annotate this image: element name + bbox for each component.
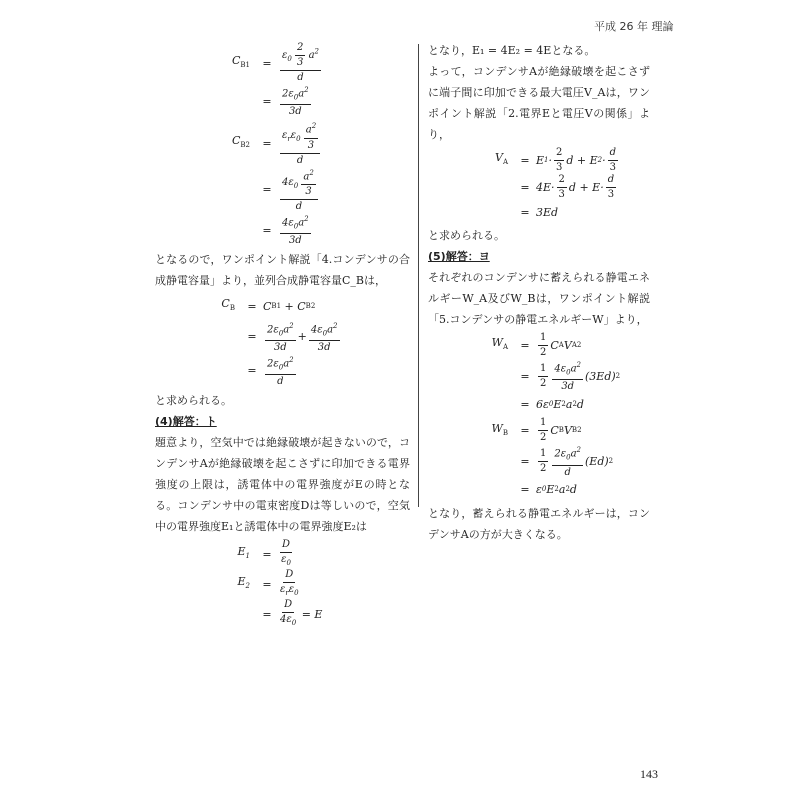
paragraph: それぞれのコンデンサに蓄えられる静電エネルギーW_A及びW_Bは，ワンポイント解説「5.コンデンサの静電エネルギーW」より，: [428, 271, 650, 326]
page-number: 143: [640, 767, 658, 781]
equation-wb: $W_B$ = $\frac{1}{2}$ C B V B 2 = $\frac{1}{2}$ $\frac{2\varepsilon_0a^2}{d}$ (Ed) 2 = ε 0 E 2 a 2 d: [491, 417, 614, 497]
answer-5-heading: (5)解答：ヨ: [428, 250, 490, 263]
paragraph: となり，蓄えられる静電エネルギーは，コンデンサAの方が大きくなる。: [428, 506, 650, 541]
page-header-title: 平成 26 年 理論: [594, 20, 674, 33]
equation-cb: $C_B$ = C B1 + C B2 = $\frac{2\varepsilon_0a^2}{3d}$ + $\frac{4\varepsilon_0a^2}{3d}$ = $\frac{2\varepsilon_0a^2}{d}$: [221, 297, 338, 388]
paragraph: よって，コンデンサAが絶縁破壊を起こさずに端子間に印加できる最大電圧V_Aは，ワンポイント解説「2.電界Eと電圧Vの関係」より，: [428, 65, 650, 141]
equation-va: $V_A$ = E 1 · $\frac{2}{3}$ d + E 2 · $\frac{d}{3}$ = 4E· $\frac{2}{3}$ d + E· $\frac{d}{3}$ = 3Ed: [494, 147, 617, 219]
answer-4-heading: (4)解答：ト: [155, 415, 217, 429]
equation-cb1: $C_{B1}$ = $\varepsilon_0$ $\frac{2}{3}$ $a^2$ d = $\frac{2\varepsilon_0a^2}{3d}$: [231, 42, 320, 118]
paragraph: と求められる。: [428, 229, 505, 242]
paragraph: となるので，ワンポイント解説「4.コンデンサの合成静電容量」より，並列合成静電容量C_Bは，: [155, 253, 410, 288]
left-column: [155, 40, 410, 631]
paragraph: 題意より，空気中では絶縁破壊が起きないので，コンデンサAが絶縁破壊を起こさずに印加できる電界強度の上限は，誘電体中の電界強度がEの時となる。コンデンサ中の電束密度Dは等しいので，空気中の電界強度E₁と誘電体中の電界強度E₂は: [155, 436, 410, 534]
equation-e1-e2: $E_1$ = $\frac{D}{\varepsilon_0}$ $E_2$ = $\frac{D}{\varepsilon_r\varepsilon_0}$ = $\frac{D}{4\varepsilon_0}$ = E: [237, 539, 323, 628]
right-column: [428, 40, 650, 545]
column-divider: [418, 44, 419, 507]
equation-wa: $W_A$ = $\frac{1}{2}$ C A V A 2 = $\frac{1}{2}$ $\frac{4\varepsilon_0a^2}{3d}$ (3Ed) 2 = 6ε 0 E 2 a 2 d: [491, 332, 621, 411]
paragraph: と求められる。: [155, 394, 232, 408]
paragraph: となり，E₁ = 4E₂ = 4Eとなる。: [428, 44, 596, 57]
equation-cb2: $C_{B2}$ = $\varepsilon_r\varepsilon_0$ $\frac{a^2}{3}$ d = $4\varepsilon_0$ $\frac{a^2}{3}$ d = $\frac{4\varepsilon_0a^2}{3d}$: [210, 120, 410, 247]
